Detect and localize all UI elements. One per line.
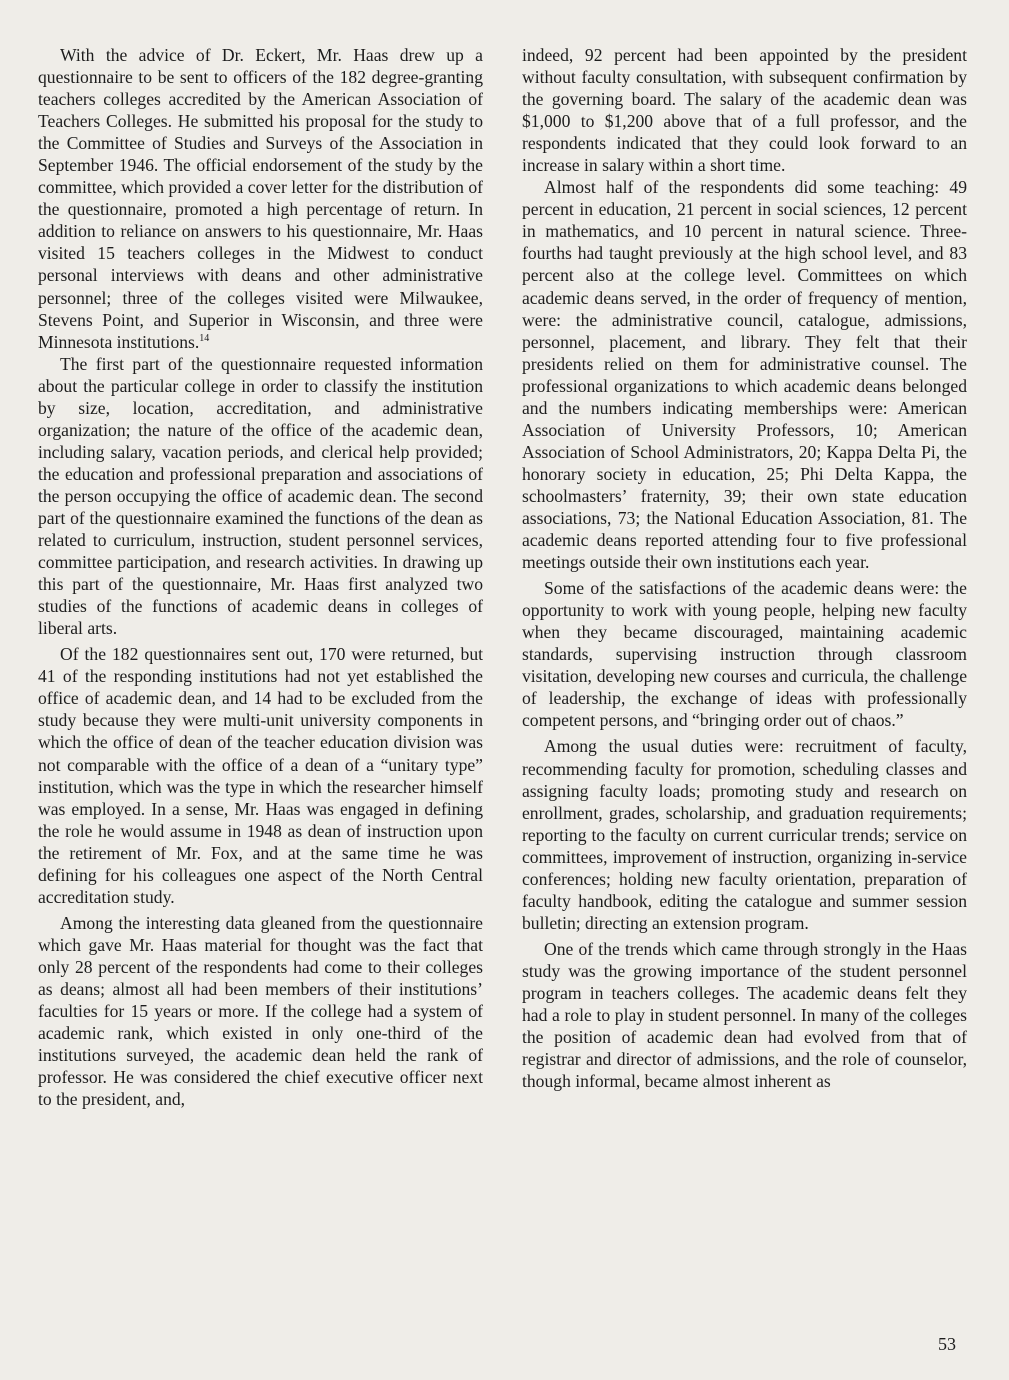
paragraph: Of the 182 questionnaires sent out, 170 were returned, but 41 of the responding institutions had not yet established the office of academic dean, and 14 had to be excluded from the study because they were multi-unit university components in which the office of dean of the teacher education division was not comparable with the office of a dean of a “unitary type” institution, which was the type in which the researcher himself was employed. In a sense, Mr. Haas was engaged in defining the role he would assume in 1948 as dean of instruction upon the retirement of Mr. Fox, and at the same time he was defining for his colleagues one aspect of the North Central accreditation study. xyxy=(38,644,483,907)
paragraph: One of the trends which came through strongly in the Haas study was the growing importance of the student personnel program in teachers colleges. The academic deans felt they had a role to play in student personnel. In many of the colleges the position of academic dean had evolved from that of registrar and director of admissions, and the role of counselor, though informal, became almost inherent as xyxy=(522,938,967,1092)
paragraph: Almost half of the respondents did some teaching: 49 percent in education, 21 percent in social sciences, 12 percent in mathematics, and 10 percent in natural science. Three-fourths had taught previously at the high school level, and 83 percent also at the college level. Committees on which academic deans served, in the order of frequency of mention, were: the administrative council, catalogue, admissions, personnel, placement, and library. They felt that their presidents relied on them for administrative counsel. The professional organizations to which academic deans belonged and the numbers indicating memberships were: American Association of University Professors, 10; American Association of School Administrators, 20; Kappa Delta Pi, the honorary society in education, 25; Phi Delta Kappa, the schoolmasters’ fraternity, 39; their own state education associations, 73; the National Education Association, 81. The academic deans reported attending four to five professional meetings outside their own institutions each year. xyxy=(522,177,967,573)
paragraph: Among the usual duties were: recruitment of faculty, recommending faculty for promotion, scheduling classes and assigning faculty loads; promoting study and research on enrollment, grades, scholarship, and graduation requirements; reporting to the faculty on current curricular trends; service on committees, improvement of instruction, organizing in-service conferences; holding new faculty orientation, preparation of faculty handbook, editing the catalogue and summer session bulletin; directing an extension program. xyxy=(522,736,967,933)
paragraph: With the advice of Dr. Eckert, Mr. Haas drew up a questionnaire to be sent to officers of the 182 degree-granting teachers colleges accredited by the American Association of Teachers Colleges. He submitted his proposal for the study to the Committee of Studies and Surveys of the Association in September 1946. The official endorsement of the study by the committee, which provided a cover letter for the distribution of the questionnaire, promoted a high percentage of return. In addition to reliance on answers to his questionnaire, Mr. Haas visited 15 teachers colleges in the Midwest to conduct personal interviews with deans and other administrative personnel; three of the colleges visited were Milwaukee, Stevens Point, and Superior in Wisconsin, and three were Minnesota institutions.$^{14}$ xyxy=(38,45,483,352)
paragraph: Among the interesting data gleaned from the questionnaire which gave Mr. Haas material for thought was the fact that only 28 percent of the respondents had come to their colleges as deans; almost all had been members of their institutions’ faculties for 15 years or more. If the college had a system of academic rank, which existed in only one-third of the institutions surveyed, the academic dean held the rank of professor. He was considered the chief executive officer next to the president, and, xyxy=(38,912,483,1110)
paragraph: The first part of the questionnaire requested information about the particular college in order to classify the institution by size, location, accreditation, and administrative organization; the nature of the office of the academic dean, including salary, vacation periods, and clerical help provided; the education and professional preparation and associations of the person occupying the office of academic dean. The second part of the questionnaire examined the functions of the dean as related to curriculum, instruction, student personnel services, committee participation, and research activities. In drawing up this part of the questionnaire, Mr. Haas first analyzed two studies of the functions of academic deans in colleges of liberal arts. xyxy=(38,353,483,639)
left-column xyxy=(38,44,483,1110)
right-column xyxy=(522,44,967,1092)
paragraph: Some of the satisfactions of the academic deans were: the opportunity to work with young people, helping new faculty when they became discouraged, maintaining academic standards, supervising instruction through classroom visitation, developing new courses and curricula, the challenge of leadership, the exchange of ideas with professionally competent persons, and “bringing order out of chaos.” xyxy=(522,578,967,731)
page-number: 53 xyxy=(938,1334,956,1354)
paragraph: indeed, 92 percent had been appointed by the president without faculty consultation, with subsequent confirmation by the governing board. The salary of the academic dean was $1,000 to $1,200 above that of a full professor, and the respondents indicated that they could look forward to an increase in salary within a short time. xyxy=(522,45,967,176)
footnote-marker: 14 xyxy=(199,332,210,344)
